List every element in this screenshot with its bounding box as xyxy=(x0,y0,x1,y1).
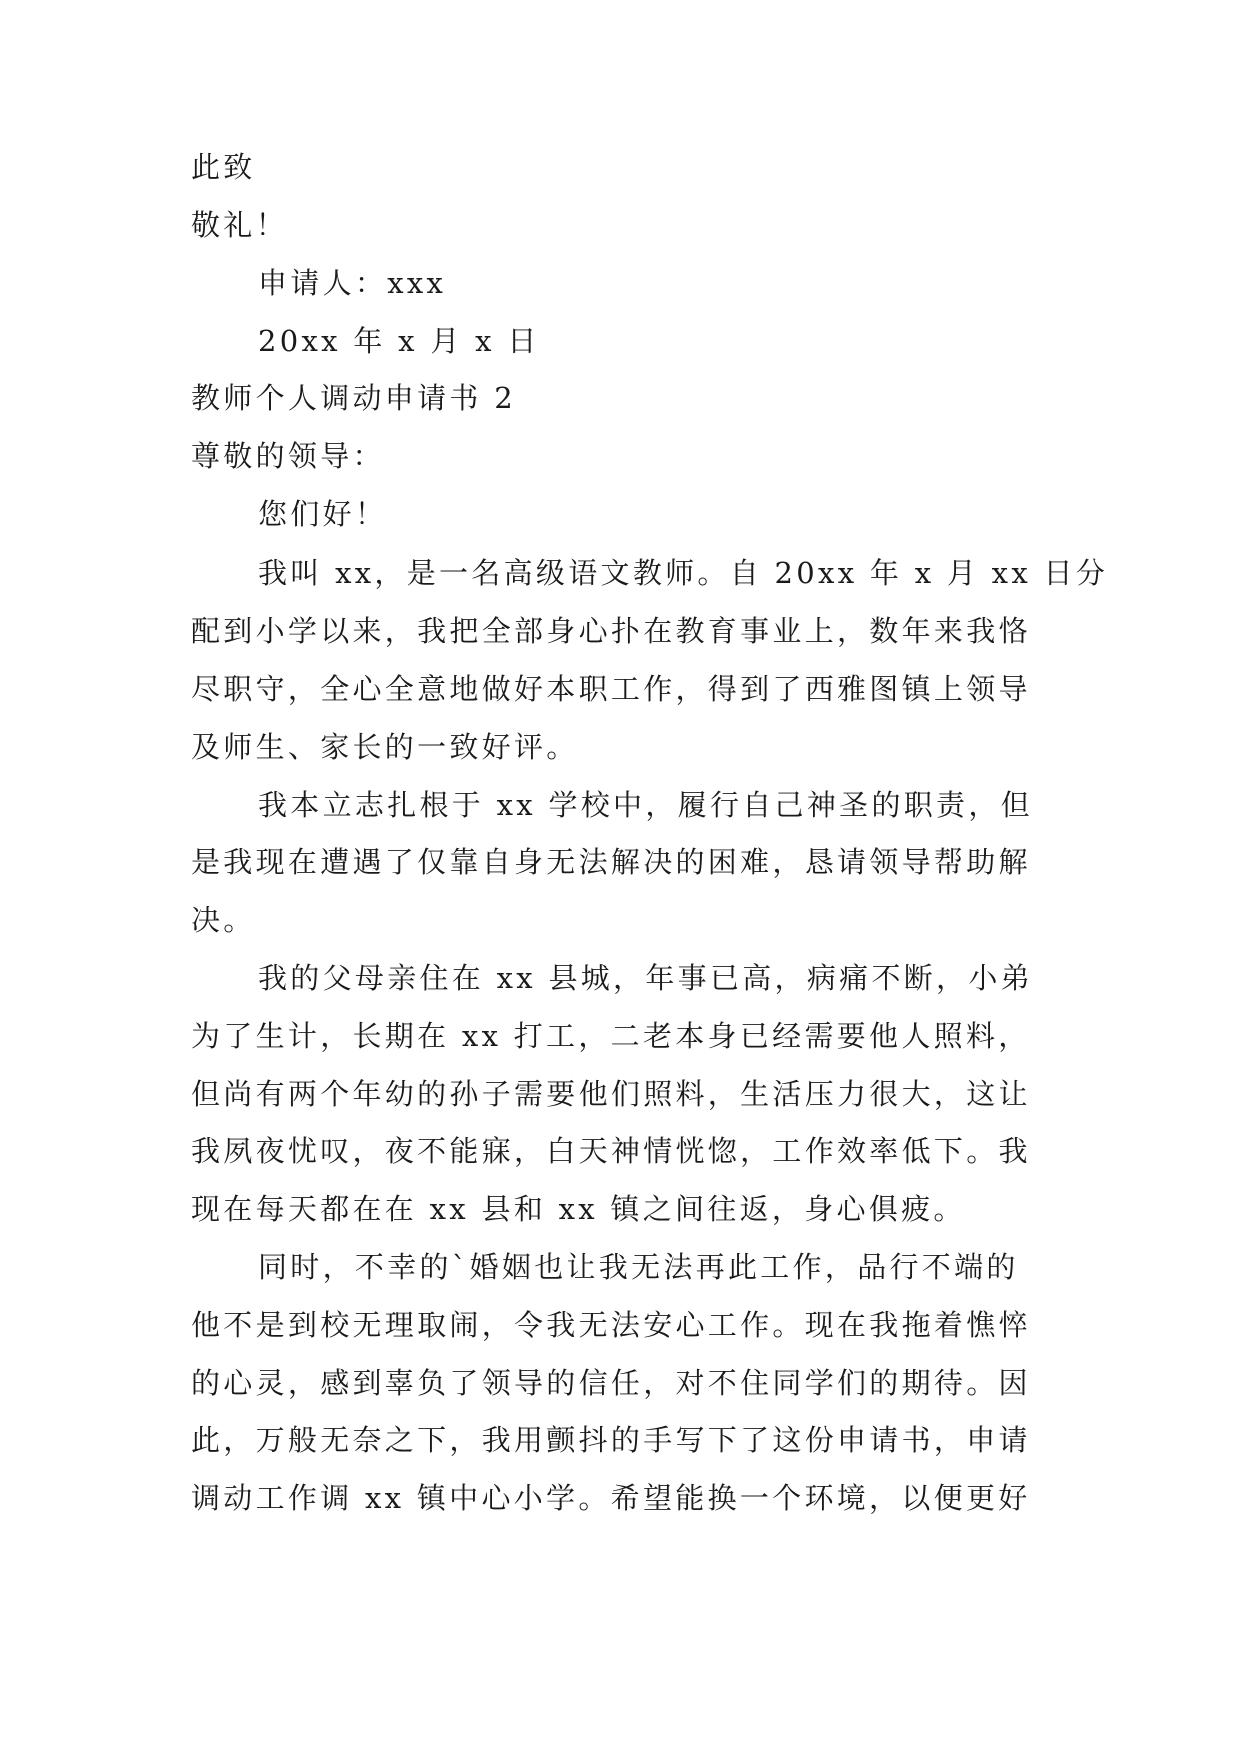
closing-salutation: 此致 xyxy=(191,150,256,184)
paragraph-line: 及师生、家长的一致好评。 xyxy=(191,730,579,764)
paragraph-line: 同时，不幸的`婚姻也让我无法再此工作，品行不端的 xyxy=(258,1250,1019,1284)
paragraph-line: 调动工作调 xx 镇中心小学。希望能换一个环境，以便更好 xyxy=(191,1481,1031,1515)
paragraph-line: 我本立志扎根于 xx 学校中，履行自己神圣的职责，但 xyxy=(258,788,1033,822)
paragraph-line: 是我现在遭遇了仅靠自身无法解决的困难，恳请领导帮助解 xyxy=(191,845,1031,879)
paragraph-line: 现在每天都在在 xx 县和 xx 镇之间往返，身心俱疲。 xyxy=(191,1192,966,1226)
paragraph-line: 决。 xyxy=(191,903,256,937)
paragraph-line: 配到小学以来，我把全部身心扑在教育事业上，数年来我恪 xyxy=(191,614,1031,648)
paragraph-line: 但尚有两个年幼的孙子需要他们照料，生活压力很大，这让 xyxy=(191,1077,1031,1111)
paragraph-line: 此，万般无奈之下，我用颤抖的手写下了这份申请书，申请 xyxy=(191,1423,1031,1457)
paragraph-line: 我的父母亲住在 xx 县城，年事已高，病痛不断，小弟 xyxy=(258,961,1033,995)
application-date: 20xx 年 x 月 x 日 xyxy=(258,324,540,358)
greeting: 尊敬的领导： xyxy=(191,439,385,473)
paragraph-line: 尽职守，全心全意地做好本职工作，得到了西雅图镇上领导 xyxy=(191,672,1031,706)
paragraph-line: 的心灵，感到辜负了领导的信任，对不住同学们的期待。因 xyxy=(191,1366,1031,1400)
opening-line: 您们好！ xyxy=(258,497,388,531)
section-title: 教师个人调动申请书 2 xyxy=(191,381,516,415)
paragraph-line: 为了生计，长期在 xx 打工，二老本身已经需要他人照料， xyxy=(191,1019,1031,1053)
paragraph-line: 我夙夜忧叹，夜不能寐，白天神情恍惚，工作效率低下。我 xyxy=(191,1134,1031,1168)
closing-regards: 敬礼！ xyxy=(191,208,288,242)
paragraph-line: 他不是到校无理取闹，令我无法安心工作。现在我拖着憔悴 xyxy=(191,1308,1031,1342)
paragraph-line: 我叫 xx，是一名高级语文教师。自 20xx 年 x 月 xx 日分 xyxy=(258,556,1109,590)
applicant-signature: 申请人：xxx xyxy=(258,266,447,300)
